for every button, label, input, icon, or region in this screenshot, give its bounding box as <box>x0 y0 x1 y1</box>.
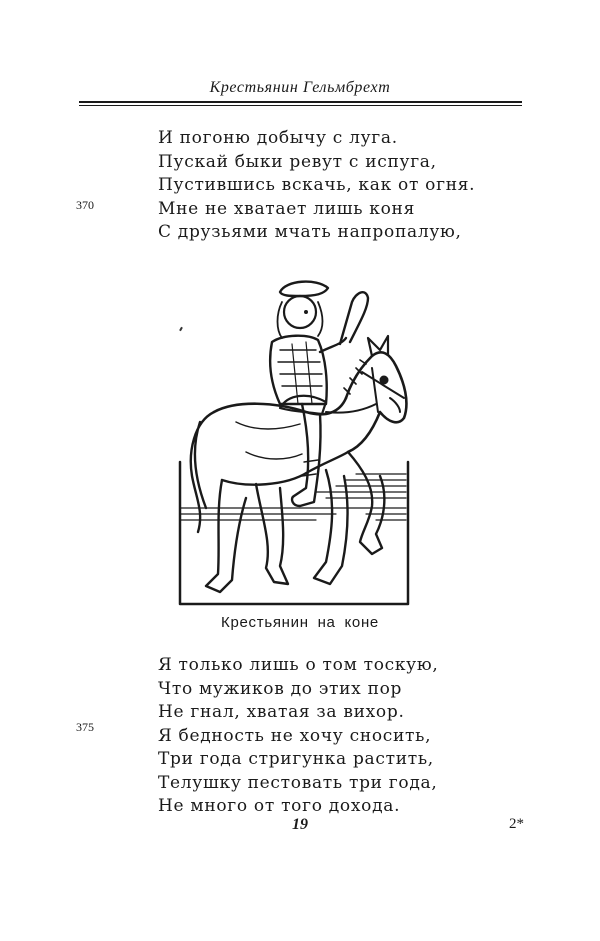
verse-line: Я бедность не хочу сносить, <box>158 725 432 746</box>
verse-line: И погоню добычу с луга. <box>158 128 398 148</box>
header-rule-thin <box>79 105 522 106</box>
header-rule-thick <box>79 101 522 103</box>
verse-line: С друзьями мчать напропалую, <box>158 222 462 242</box>
figure-caption: Крестьянин на коне <box>221 614 379 631</box>
verse-line: Мне не хватает лишь коня <box>158 198 416 219</box>
page-number: 19 <box>292 816 308 833</box>
running-title: Крестьянин Гельмбрехт <box>209 79 391 96</box>
line-number-370: 370 <box>76 198 94 212</box>
verse-line: Не гнал, хватая за вихор. <box>158 702 405 722</box>
verse-line: Пускай быки ревут с испуга, <box>158 151 437 172</box>
verse-line: Телушку пестовать три года, <box>158 772 438 793</box>
verse-line: Что мужиков до этих пор <box>158 678 403 699</box>
woodcut-peasant-on-horse-icon <box>176 262 416 612</box>
verse-line: Я только лишь о том тоскую, <box>158 655 439 675</box>
signature-mark: 2* <box>509 816 524 832</box>
line-number-375: 375 <box>76 720 94 734</box>
verse-line: Не много от того дохода. <box>158 796 401 816</box>
verse-line: Пустившись вскачь, как от огня. <box>158 175 476 195</box>
verse-stanza-1 <box>158 127 475 245</box>
verse-stanza-2 <box>158 654 438 819</box>
verse-line: Три года стригунка растить, <box>158 749 434 769</box>
